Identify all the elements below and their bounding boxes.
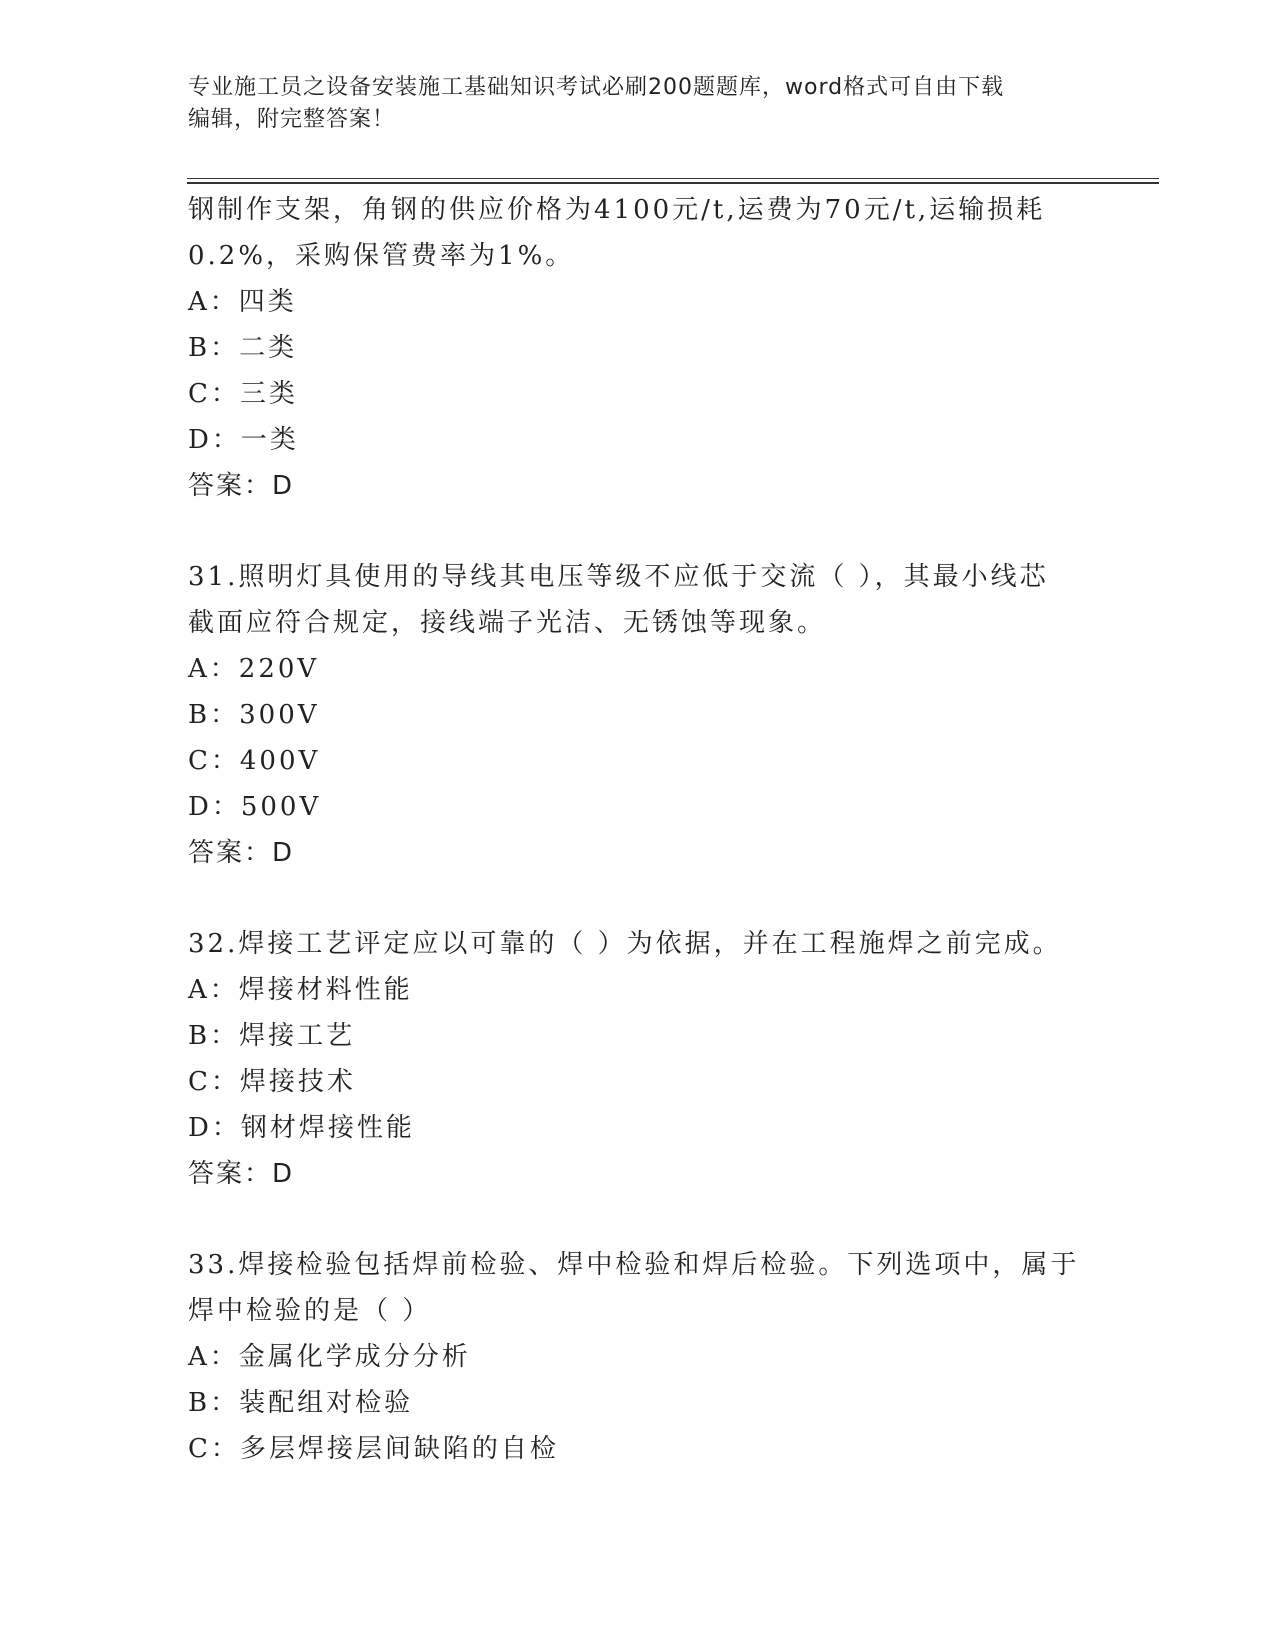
question-spacer (188, 1197, 1088, 1242)
option-a: A：焊接材料性能 (188, 975, 413, 1005)
question-text-line: 焊中检验的是（ ） (188, 1296, 432, 1326)
option-b: B：二类 (188, 333, 298, 363)
question-text-line: 32.焊接工艺评定应以可靠的（ ）为依据，并在工程施焊之前完成。 (188, 929, 1062, 959)
header-line-1: 专业施工员之设备安装施工基础知识考试必刷200题题库，word格式可自由下载 (188, 75, 1005, 100)
option-a: A：四类 (188, 287, 297, 317)
option-b: B：300V (188, 700, 320, 730)
question-block (188, 554, 1088, 876)
header-divider-thick (187, 182, 1159, 184)
option-c: C：三类 (188, 379, 298, 409)
option-d: D：钢材焊接性能 (188, 1113, 415, 1143)
question-list (188, 187, 1088, 1472)
option-c: C：400V (188, 746, 321, 776)
question-block (188, 187, 1088, 509)
option-a: A：金属化学成分分析 (188, 1342, 471, 1372)
question-block (188, 1242, 1088, 1472)
document-header (188, 72, 1088, 136)
question-text-line: 钢制作支架，角钢的供应价格为4100元/t,运费为70元/t,运输损耗 (188, 195, 1046, 225)
question-text-line: 截面应符合规定，接线端子光洁、无锈蚀等现象。 (188, 608, 827, 638)
option-b: B：焊接工艺 (188, 1021, 356, 1051)
question-text-line: 0.2%，采购保管费率为1%。 (188, 241, 575, 271)
header-line-2: 编辑，附完整答案！ (188, 107, 396, 132)
option-a: A：220V (188, 654, 320, 684)
option-b: B：装配组对检验 (188, 1388, 414, 1418)
question-spacer (188, 509, 1088, 554)
answer-line: 答案：D (188, 838, 295, 868)
option-c: C：焊接技术 (188, 1067, 356, 1097)
question-text-line: 31.照明灯具使用的导线其电压等级不应低于交流（ ），其最小线芯 (188, 562, 1049, 592)
question-block (188, 921, 1088, 1197)
question-spacer (188, 876, 1088, 921)
header-divider-thin (187, 178, 1159, 179)
option-c: C：多层焊接层间缺陷的自检 (188, 1434, 559, 1464)
answer-line: 答案：D (188, 1159, 295, 1189)
answer-line: 答案：D (188, 471, 295, 501)
option-d: D：500V (188, 792, 322, 822)
option-d: D：一类 (188, 425, 299, 455)
question-text-line: 33.焊接检验包括焊前检验、焊中检验和焊后检验。下列选项中，属于 (188, 1250, 1080, 1280)
